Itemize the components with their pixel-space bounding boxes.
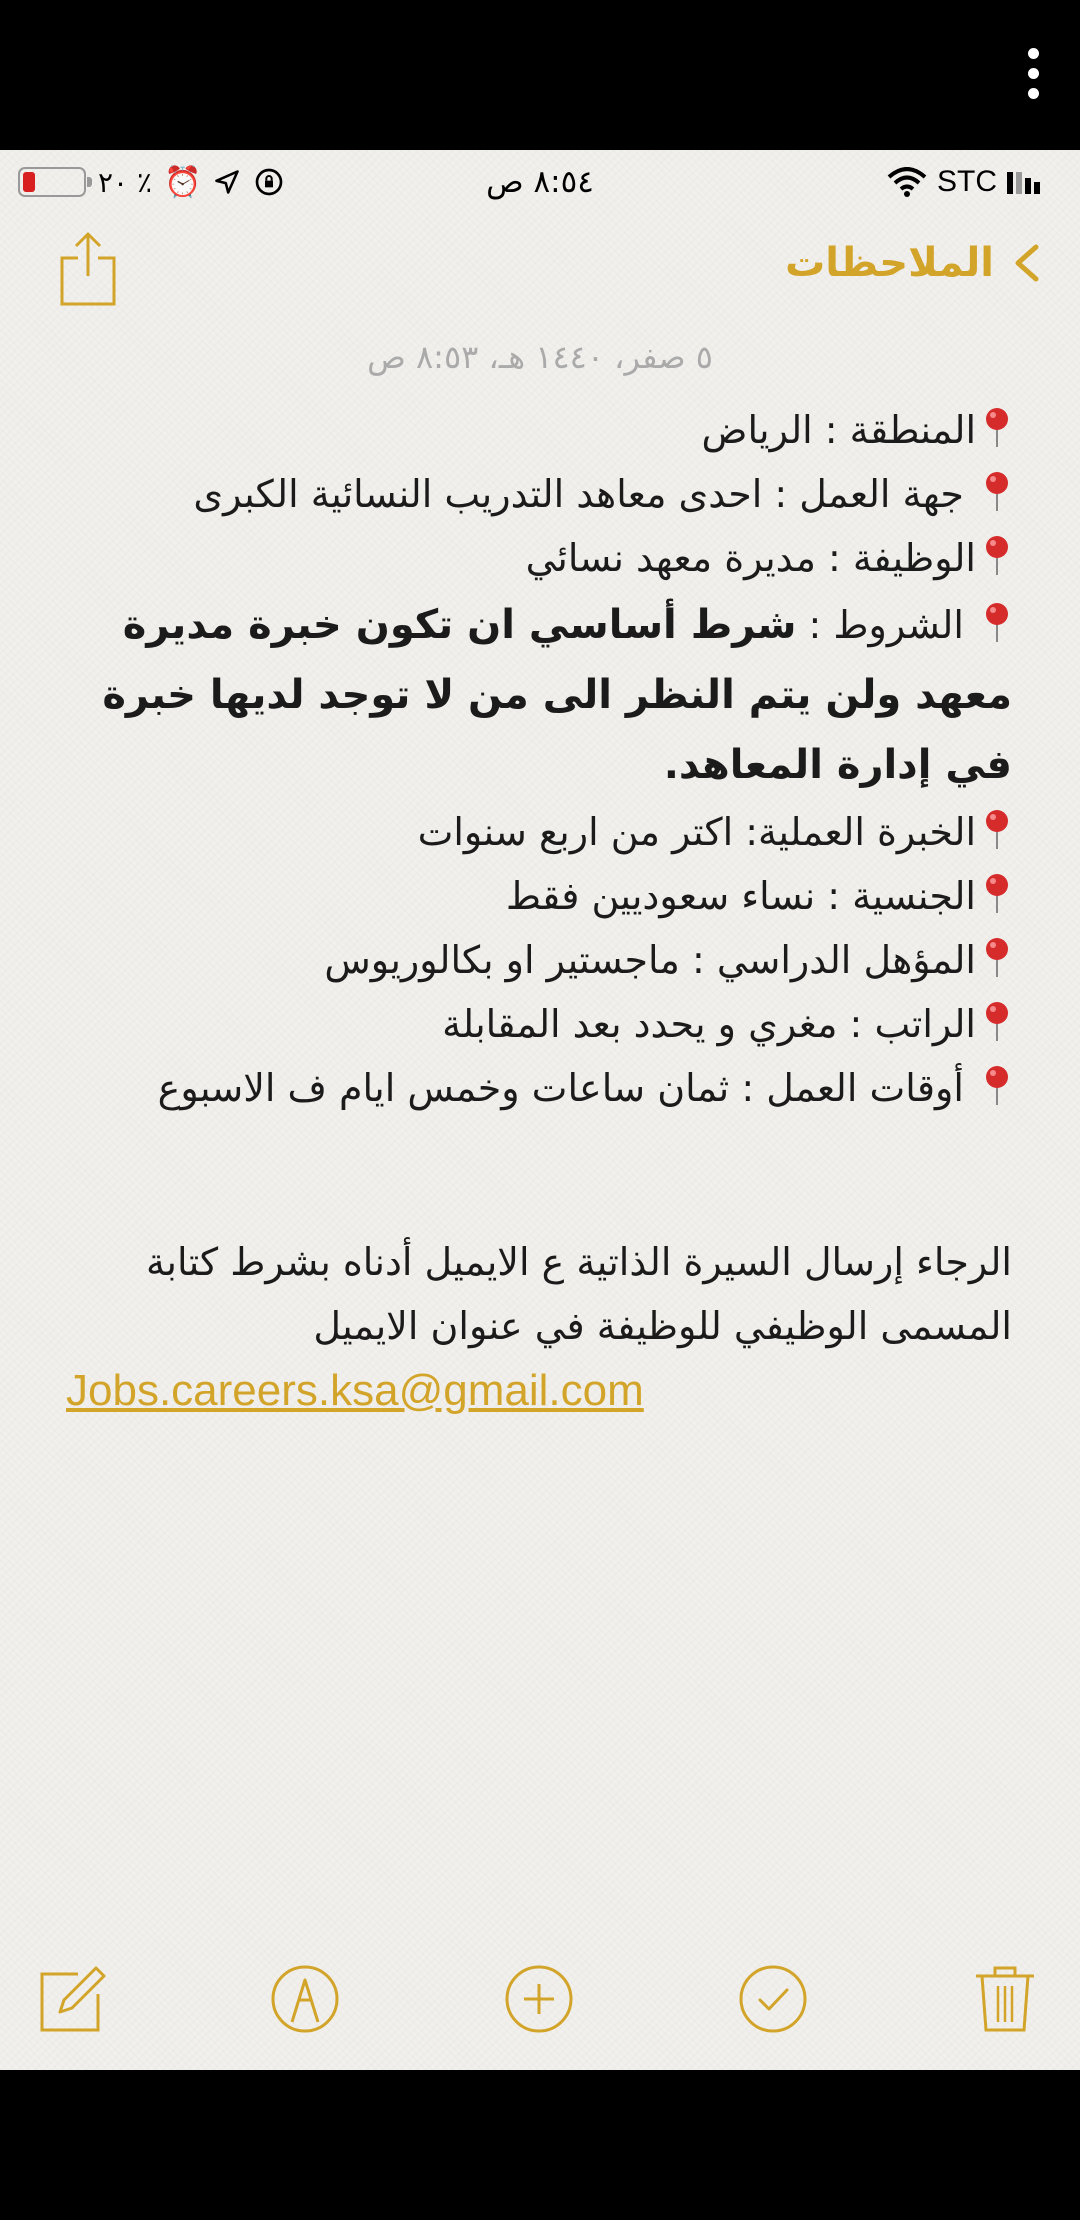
note-line: الوظيفة : مديرة معهد نسائي — [66, 526, 1012, 590]
markup-icon[interactable] — [270, 1964, 340, 2034]
signal-icon — [1007, 170, 1040, 194]
bottom-toolbar — [0, 1950, 1080, 2050]
carrier-name: STC — [937, 165, 997, 198]
back-button[interactable] — [785, 240, 1048, 286]
bottom-black-bar — [0, 2070, 1080, 2220]
pushpin-icon — [982, 407, 1012, 449]
top-black-bar — [0, 0, 1080, 150]
pushpin-icon — [982, 1001, 1012, 1043]
note-date: ٥ صفر، ١٤٤٠ هـ، ٨:٥٣ ص — [367, 338, 713, 376]
battery-percent: ٢٠ ٪ — [98, 165, 153, 199]
note-line: الخبرة العملية: اكتر من اربع سنوات — [66, 800, 1012, 864]
add-icon[interactable] — [504, 1964, 574, 2034]
pushpin-icon — [982, 809, 1012, 851]
status-bar — [0, 150, 1080, 212]
pushpin-icon — [982, 535, 1012, 577]
email-link[interactable]: Jobs.careers.ksa@gmail.com — [66, 1366, 644, 1415]
note-line: الراتب : مغري و يحدد بعد المقابلة — [66, 992, 1012, 1056]
note-line: جهة العمل : احدى معاهد التدريب النسائية الكبرى — [66, 462, 1012, 526]
pushpin-icon — [982, 1065, 1012, 1107]
note-line: المنطقة : الرياض — [66, 398, 1012, 462]
chevron-left-icon — [1008, 243, 1048, 283]
wifi-icon — [887, 167, 927, 197]
note-line: المؤهل الدراسي : ماجستير او بكالوريوس — [66, 928, 1012, 992]
more-options-icon[interactable] — [1026, 48, 1040, 108]
pushpin-icon — [982, 602, 1012, 644]
checklist-icon[interactable] — [738, 1964, 808, 2034]
note-line: الجنسية : نساء سعوديين فقط — [66, 864, 1012, 928]
pushpin-icon — [982, 873, 1012, 915]
note-body[interactable] — [66, 398, 1012, 1424]
pushpin-icon — [982, 471, 1012, 513]
note-footer-text: الرجاء إرسال السيرة الذاتية ع الايميل أدناه بشرط كتابة المسمى الوظيفي للوظيفة في عنوان الايميل — [146, 1240, 1012, 1348]
back-label: الملاحظات — [785, 240, 994, 286]
note-line-conditions: الشروط : شرط أساسي ان تكون خبرة مديرة معهد ولن يتم النظر الى من لا توجد لديها خبرة في إدارة المعاهد. — [102, 602, 1012, 788]
status-right-group — [887, 162, 1040, 202]
notes-screen — [0, 150, 1080, 2070]
note-line: أوقات العمل : ثمان ساعات وخمس ايام ف الاسبوع — [66, 1056, 1012, 1120]
trash-icon[interactable] — [970, 1964, 1040, 2034]
compose-icon[interactable] — [38, 1964, 108, 2034]
alarm-icon: ⏰ — [164, 164, 202, 200]
pushpin-icon — [982, 937, 1012, 979]
share-icon[interactable] — [58, 228, 118, 308]
conditions-bold-text: شرط أساسي ان تكون خبرة مديرة معهد ولن يتم النظر الى من لا توجد لديها خبرة في إدارة المعاهد. — [102, 602, 1012, 788]
status-time: ٨:٥٤ ص — [486, 164, 594, 200]
spacer — [66, 1120, 1012, 1230]
